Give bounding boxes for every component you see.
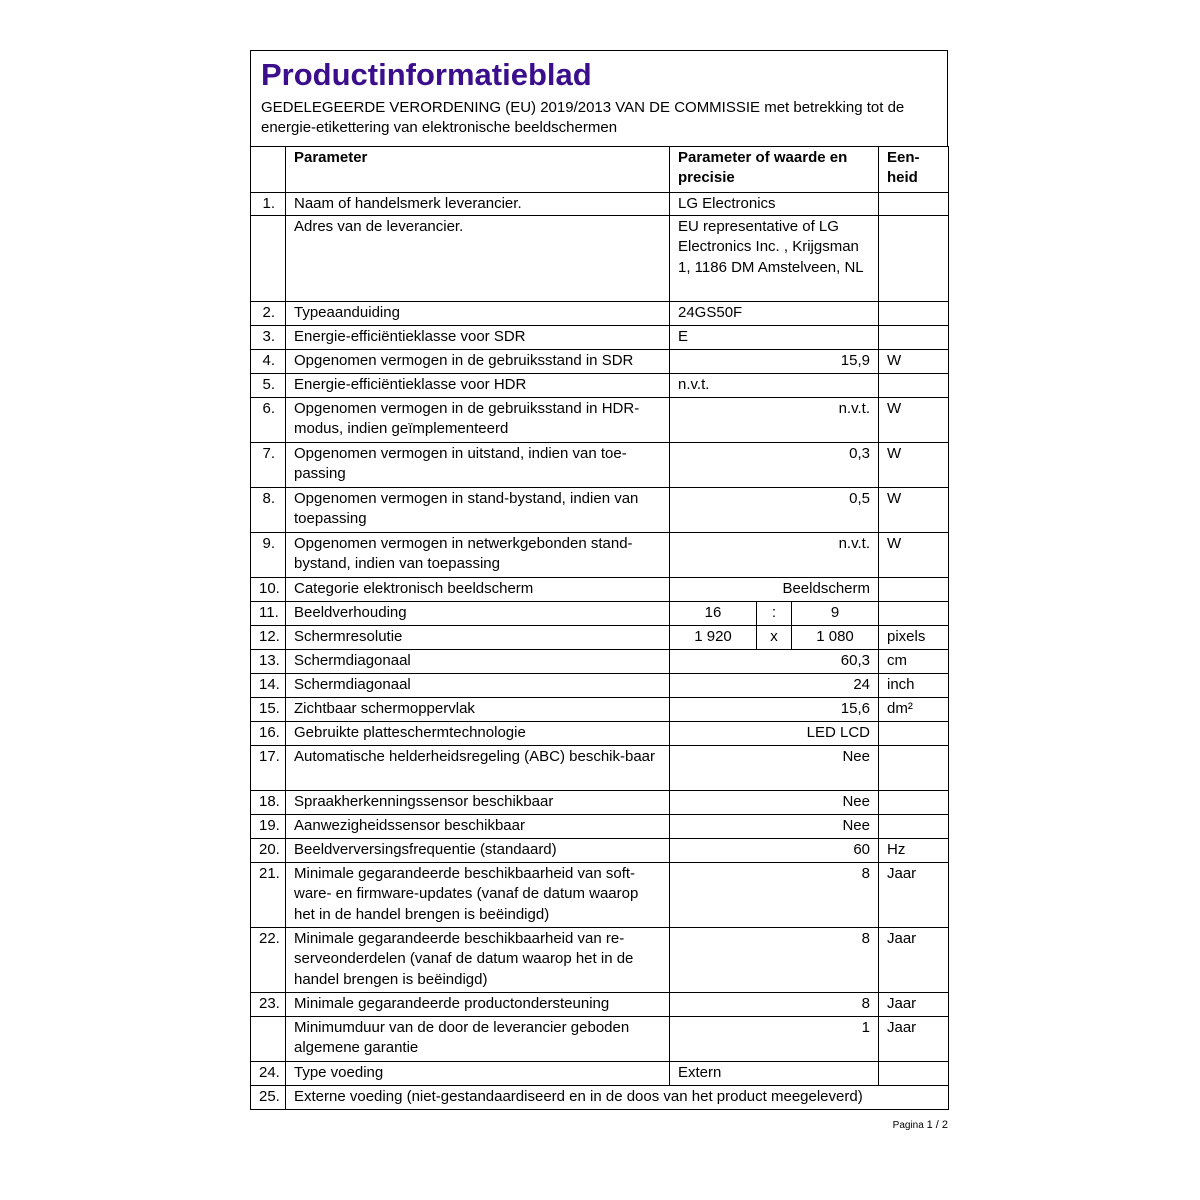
row-label: Opgenomen vermogen in de gebruiksstand in HDR-modus, indien geïmplementeerd xyxy=(286,398,670,443)
row-label: Gebruikte platteschermtechnologie xyxy=(286,722,670,746)
header-num xyxy=(251,147,286,193)
row-number: 7. xyxy=(251,443,286,488)
product-information-sheet xyxy=(250,50,948,1110)
table-row xyxy=(251,791,949,815)
row-value: LED LCD xyxy=(670,722,879,746)
row-value: n.v.t. xyxy=(670,374,879,398)
sheet-header xyxy=(250,50,948,146)
table-row xyxy=(251,993,949,1017)
page-label: Pagina xyxy=(892,1120,924,1131)
row-value: 0,3 xyxy=(670,443,879,488)
page-number: 1 / 2 xyxy=(926,1119,948,1131)
table-row xyxy=(251,374,949,398)
table-row xyxy=(251,602,949,626)
row-number: 1. xyxy=(251,193,286,216)
row-number: 12. xyxy=(251,626,286,650)
row-label: Aanwezigheidssensor beschikbaar xyxy=(286,815,670,839)
row-value: 60,3 xyxy=(670,650,879,674)
row-label: Minimale gegarandeerde beschikbaarheid van soft-ware- en firmware-updates (vanaf de datum waarop het in de handel brengen is beëindigd) xyxy=(286,863,670,928)
row-value: 8 xyxy=(670,928,879,993)
table-row xyxy=(251,928,949,993)
row-value: n.v.t. xyxy=(670,398,879,443)
row-label: Opgenomen vermogen in netwerkgebonden stand-bystand, indien van toepassing xyxy=(286,533,670,578)
row-label: Automatische helderheidsregeling (ABC) beschik-baar xyxy=(286,746,670,791)
row-number: 18. xyxy=(251,791,286,815)
table-row xyxy=(251,815,949,839)
row-unit: Hz xyxy=(879,839,949,863)
row-unit: pixels xyxy=(879,626,949,650)
row-unit: W xyxy=(879,398,949,443)
row-label: Minimale gegarandeerde productondersteuning xyxy=(286,993,670,1017)
row-value: E xyxy=(670,326,879,350)
row-value: EU representative of LG Electronics Inc. , Krijgsman 1, 1186 DM Amstelveen, NL xyxy=(670,216,879,302)
table-row xyxy=(251,1086,949,1110)
page-footer xyxy=(893,1119,948,1131)
row-label: Beeldverversingsfrequentie (standaard) xyxy=(286,839,670,863)
row-number: 13. xyxy=(251,650,286,674)
row-number: 11. xyxy=(251,602,286,626)
row-number: 22. xyxy=(251,928,286,993)
table-row xyxy=(251,626,949,650)
aspect-ratio-separator: : xyxy=(757,602,792,626)
row-label: Beeldverhouding xyxy=(286,602,670,626)
row-unit: W xyxy=(879,488,949,533)
row-value: Nee xyxy=(670,815,879,839)
row-value: n.v.t. xyxy=(670,533,879,578)
row-unit: Jaar xyxy=(879,1017,949,1062)
row-label: Energie-efficiëntieklasse voor HDR xyxy=(286,374,670,398)
row-value: Extern xyxy=(670,1062,879,1086)
page-title: Productinformatieblad xyxy=(261,57,592,92)
row-number: 3. xyxy=(251,326,286,350)
row-label: Schermdiagonaal xyxy=(286,650,670,674)
regulation-subtitle: GEDELEGEERDE VERORDENING (EU) 2019/2013 VAN DE COMMISSIE met betrekking tot de energie-etikettering van elektronische beeldschermen xyxy=(261,99,905,136)
row-value: 24 xyxy=(670,674,879,698)
row-label: Type voeding xyxy=(286,1062,670,1086)
row-number: 20. xyxy=(251,839,286,863)
row-value: 1 xyxy=(670,1017,879,1062)
row-unit: W xyxy=(879,533,949,578)
aspect-ratio-width: 16 xyxy=(670,602,757,626)
row-unit: Jaar xyxy=(879,993,949,1017)
row-number: 10. xyxy=(251,578,286,602)
row-value: Beeldscherm xyxy=(670,578,879,602)
row-number xyxy=(251,216,286,302)
row-unit xyxy=(879,746,949,791)
row-value: Nee xyxy=(670,746,879,791)
resolution-height: 1 080 xyxy=(792,626,879,650)
row-number: 15. xyxy=(251,698,286,722)
row-number: 6. xyxy=(251,398,286,443)
row-value: Nee xyxy=(670,791,879,815)
row-unit xyxy=(879,791,949,815)
row-number: 16. xyxy=(251,722,286,746)
row-label: Minimumduur van de door de leverancier geboden algemene garantie xyxy=(286,1017,670,1062)
row-value: 15,9 xyxy=(670,350,879,374)
row-unit xyxy=(879,815,949,839)
row-label: Typeaanduiding xyxy=(286,302,670,326)
row-label: Zichtbaar schermoppervlak xyxy=(286,698,670,722)
row-unit: W xyxy=(879,443,949,488)
row-number: 17. xyxy=(251,746,286,791)
row-unit xyxy=(879,193,949,216)
header-unit: Een-heid xyxy=(879,147,949,193)
row-unit xyxy=(879,216,949,302)
row-value: LG Electronics xyxy=(670,193,879,216)
table-row xyxy=(251,839,949,863)
table-row xyxy=(251,443,949,488)
row-unit: dm² xyxy=(879,698,949,722)
table-row xyxy=(251,1062,949,1086)
row-number: 2. xyxy=(251,302,286,326)
row-number: 23. xyxy=(251,993,286,1017)
table-row xyxy=(251,216,949,302)
row-unit xyxy=(879,1062,949,1086)
table-row xyxy=(251,533,949,578)
table-row xyxy=(251,326,949,350)
row-label: Naam of handelsmerk leverancier. xyxy=(286,193,670,216)
row-label: Spraakherkenningssensor beschikbaar xyxy=(286,791,670,815)
row-unit: Jaar xyxy=(879,928,949,993)
table-row xyxy=(251,350,949,374)
row-value: 0,5 xyxy=(670,488,879,533)
row-unit xyxy=(879,374,949,398)
resolution-separator: x xyxy=(757,626,792,650)
row-unit xyxy=(879,722,949,746)
row-label: Opgenomen vermogen in de gebruiksstand in SDR xyxy=(286,350,670,374)
table-row xyxy=(251,578,949,602)
parameter-table xyxy=(250,146,949,1110)
row-value: 8 xyxy=(670,993,879,1017)
row-number: 19. xyxy=(251,815,286,839)
row-label: Externe voeding (niet-gestandaardiseerd en in de doos van het product meegeleverd) xyxy=(286,1086,949,1110)
row-number: 25. xyxy=(251,1086,286,1110)
row-value: 24GS50F xyxy=(670,302,879,326)
header-parameter: Parameter xyxy=(286,147,670,193)
table-row xyxy=(251,650,949,674)
aspect-ratio-height: 9 xyxy=(792,602,879,626)
resolution-width: 1 920 xyxy=(670,626,757,650)
table-row xyxy=(251,398,949,443)
table-row xyxy=(251,488,949,533)
row-number: 21. xyxy=(251,863,286,928)
row-value: 15,6 xyxy=(670,698,879,722)
table-row xyxy=(251,302,949,326)
row-number: 24. xyxy=(251,1062,286,1086)
header-value: Parameter of waarde en precisie xyxy=(670,147,879,193)
row-number: 8. xyxy=(251,488,286,533)
table-row xyxy=(251,1017,949,1062)
row-label: Opgenomen vermogen in stand-bystand, indien van toepassing xyxy=(286,488,670,533)
table-row xyxy=(251,674,949,698)
row-unit xyxy=(879,578,949,602)
row-label: Opgenomen vermogen in uitstand, indien van toe-passing xyxy=(286,443,670,488)
row-label: Energie-efficiëntieklasse voor SDR xyxy=(286,326,670,350)
row-label: Schermdiagonaal xyxy=(286,674,670,698)
table-row xyxy=(251,698,949,722)
row-unit: W xyxy=(879,350,949,374)
table-header-row xyxy=(251,147,949,193)
row-label: Adres van de leverancier. xyxy=(286,216,670,302)
row-value: 60 xyxy=(670,839,879,863)
row-unit: inch xyxy=(879,674,949,698)
row-unit xyxy=(879,302,949,326)
row-unit xyxy=(879,326,949,350)
row-number: 5. xyxy=(251,374,286,398)
table-row xyxy=(251,193,949,216)
table-row xyxy=(251,746,949,791)
row-unit xyxy=(879,602,949,626)
table-row xyxy=(251,863,949,928)
row-label: Categorie elektronisch beeldscherm xyxy=(286,578,670,602)
row-number xyxy=(251,1017,286,1062)
row-unit: Jaar xyxy=(879,863,949,928)
row-number: 4. xyxy=(251,350,286,374)
row-label: Minimale gegarandeerde beschikbaarheid van re-serveonderdelen (vanaf de datum waarop het in de handel brengen is beëindigd) xyxy=(286,928,670,993)
row-unit: cm xyxy=(879,650,949,674)
row-number: 14. xyxy=(251,674,286,698)
table-row xyxy=(251,722,949,746)
row-label: Schermresolutie xyxy=(286,626,670,650)
row-value: 8 xyxy=(670,863,879,928)
row-number: 9. xyxy=(251,533,286,578)
